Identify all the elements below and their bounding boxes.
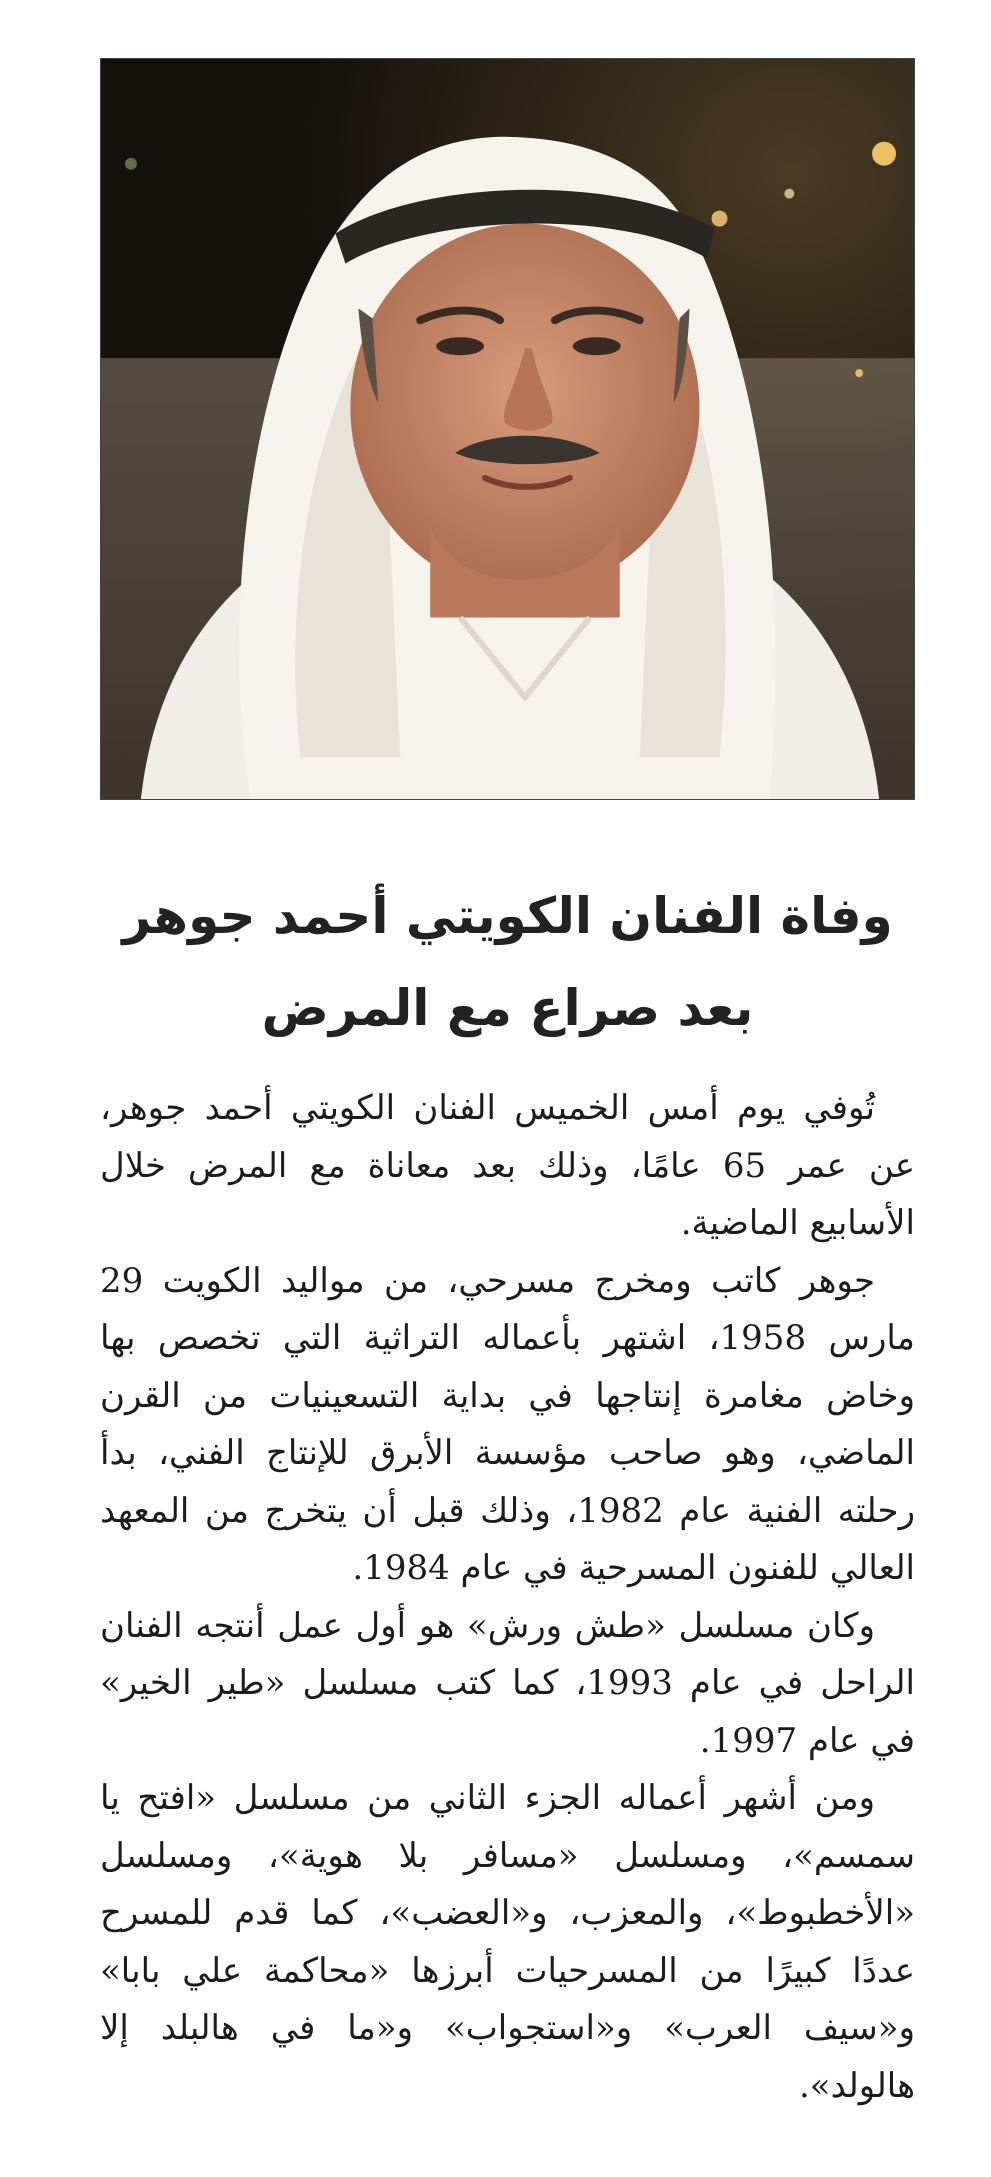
article-paragraph-4: ومن أشهر أعماله الجزء الثاني من مسلسل «افتح يا سمسم»، ومسلسل «مسافر بلا هوية»، ومسلسل «الأخطبوط»، والمعزب، و«العضب»، كما قدم للمسرح عددًا كبيرًا من المسرحيات أبرزها «محاكمة علي بابا» و«سيف العرب» و«استجواب» و«ما في هالبلد إلا هالولد». — [100, 1778, 915, 2106]
article-headline — [100, 870, 915, 1054]
article-paragraph-2: جوهر كاتب ومخرج مسرحي، من مواليد الكويت 29 مارس 1958، اشتهر بأعماله التراثية التي تخصص بها وخاض مغامرة إنتاجها في بداية التسعينيات من القرن الماضي، وهو صاحب مؤسسة الأبرق للإنتاج الفني، بدأ رحلته الفنية عام 1982، وذلك قبل أن يتخرج من المعهد العالي للفنون المسرحية في عام 1984. — [100, 1260, 915, 1588]
article-paragraph-3: وكان مسلسل «طش ورش» هو أول عمل أنتجه الفنان الراحل في عام 1993، كما كتب مسلسل «طير الخير» في عام 1997. — [100, 1605, 915, 1761]
portrait-illustration — [101, 59, 914, 799]
portrait-photo — [100, 58, 915, 800]
article-body — [100, 1080, 915, 2115]
headline-line-2: بعد صراع مع المرض — [261, 979, 754, 1037]
headline-line-1: وفاة الفنان الكويتي أحمد جوهر — [122, 887, 893, 945]
article-paragraph-1: تُوفي يوم أمس الخميس الفنان الكويتي أحمد جوهر، عن عمر 65 عامًا، وذلك بعد معاناة مع المرض خلال الأسابيع الماضية. — [100, 1088, 915, 1243]
